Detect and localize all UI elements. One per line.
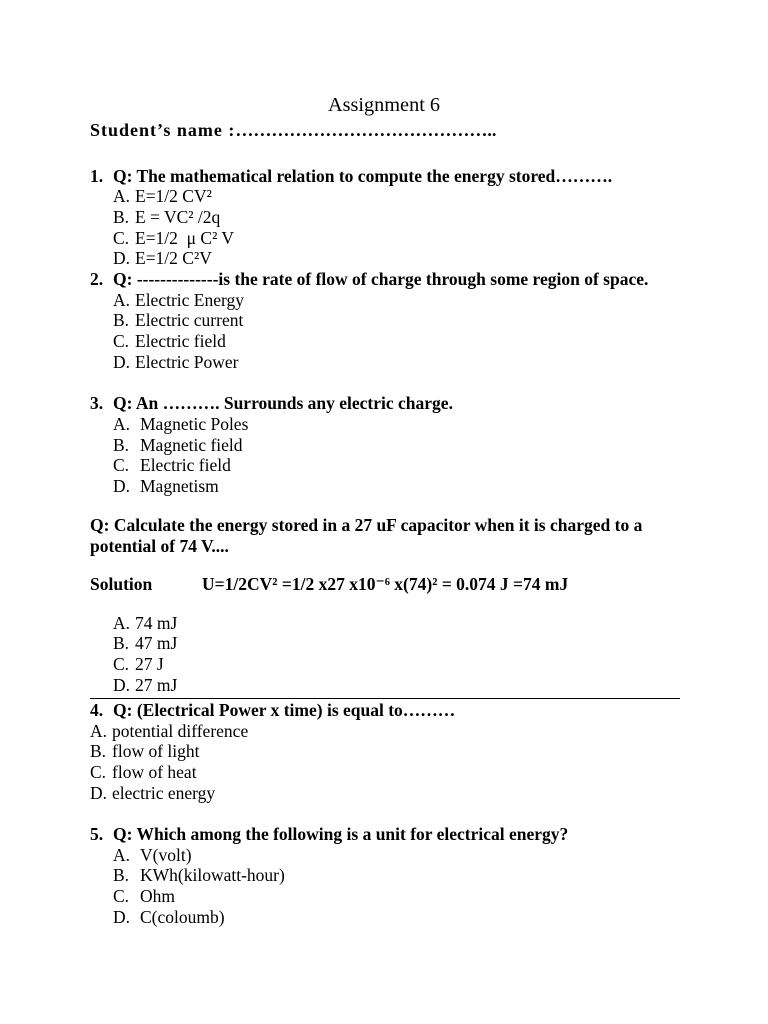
option-b <box>113 207 690 228</box>
question-1-options <box>90 186 690 269</box>
option-b <box>113 310 690 331</box>
student-name-line <box>90 119 496 141</box>
option-c <box>113 455 690 476</box>
option-text: Magnetic field <box>140 434 243 455</box>
option-d <box>113 352 690 373</box>
question-text: Q: --------------is the rate of flow of charge through some region of space. <box>113 269 649 290</box>
option-label: A. <box>90 720 108 741</box>
question-text: Q: (Electrical Power x time) is equal to……… <box>113 699 456 720</box>
option-label: D. <box>113 906 131 927</box>
option-text: flow of light <box>112 741 200 762</box>
option-text: E = VC² /2q <box>135 206 221 227</box>
question-text: Q: An ………. Surrounds any electric charge. <box>113 393 453 414</box>
solution-label: Solution <box>90 573 153 594</box>
option-a <box>113 613 690 634</box>
option-label: C. <box>113 886 130 907</box>
option-a <box>113 414 690 435</box>
option-d <box>113 248 690 269</box>
question-number: 2. <box>90 269 104 290</box>
option-text: Magnetism <box>140 475 219 496</box>
spacer <box>90 594 690 612</box>
option-label: B. <box>113 310 130 331</box>
option-label: D. <box>113 674 131 695</box>
option-label: B. <box>113 206 130 227</box>
option-c <box>113 886 690 907</box>
assignment-title: Assignment 6 <box>327 94 441 116</box>
option-text: 74 mJ <box>135 612 178 633</box>
option-b <box>113 865 690 886</box>
option-text: 27 mJ <box>135 674 178 695</box>
question-5-options <box>90 845 690 928</box>
option-d <box>113 907 690 928</box>
question-3-options <box>90 414 690 497</box>
option-label: D. <box>90 782 108 803</box>
question-4-prompt <box>90 700 690 721</box>
option-label: C. <box>113 227 130 248</box>
option-text: Electric field <box>135 331 226 352</box>
spacer <box>90 556 690 573</box>
spacer <box>90 372 690 393</box>
option-label: C. <box>90 761 107 782</box>
option-text: Electric field <box>140 455 231 476</box>
option-label: B. <box>113 865 130 886</box>
option-d <box>90 783 690 804</box>
question-number: 1. <box>90 165 104 186</box>
option-text: E=1/2 μ C² V <box>135 227 235 248</box>
option-c <box>113 654 690 675</box>
option-label: C. <box>113 455 130 476</box>
question-5-prompt <box>90 824 690 845</box>
option-a <box>113 186 690 207</box>
option-a <box>113 845 690 866</box>
option-label: D. <box>113 248 131 269</box>
option-text: Electric current <box>135 310 244 331</box>
question-text: Q: The mathematical relation to compute the energy stored………. <box>113 165 613 186</box>
question-4-options <box>90 721 690 804</box>
option-label: A. <box>113 413 131 434</box>
option-label: D. <box>113 351 131 372</box>
option-text: 27 J <box>135 653 164 674</box>
option-label: A. <box>113 289 131 310</box>
option-text: flow of heat <box>112 761 197 782</box>
question-number: 4. <box>90 699 104 720</box>
question-2-options <box>90 290 690 373</box>
option-c <box>90 762 690 783</box>
question-text: Q: Which among the following is a unit for electrical energy? <box>113 823 569 844</box>
spacer <box>90 803 690 824</box>
option-label: B. <box>113 434 130 455</box>
solution-formula: U=1/2CV² =1/2 x27 x10⁻⁶ x(74)² = 0.074 J =74 mJ <box>202 573 569 594</box>
option-text: Electric Power <box>135 351 239 372</box>
question-number: 5. <box>90 823 104 844</box>
calculation-options <box>90 613 690 696</box>
option-label: A. <box>113 612 131 633</box>
option-a <box>113 290 690 311</box>
student-name-label: Student’s name : <box>90 120 236 140</box>
option-label: A. <box>113 844 131 865</box>
option-text: Ohm <box>140 886 175 907</box>
option-c <box>113 331 690 352</box>
option-label: A. <box>113 186 131 207</box>
separator-line <box>90 698 680 699</box>
question-list <box>90 166 690 928</box>
option-text: KWh(kilowatt-hour) <box>140 865 285 886</box>
calculation-question-text: Q: Calculate the energy stored in a 27 uF capacitor when it is charged to a potential of 74 V.... <box>90 514 643 556</box>
question-number: 3. <box>90 393 104 414</box>
option-text: Electric Energy <box>135 289 244 310</box>
option-a <box>90 721 690 742</box>
option-b <box>113 633 690 654</box>
option-text: E=1/2 CV² <box>135 186 212 207</box>
option-label: D. <box>113 475 131 496</box>
option-text: electric energy <box>112 782 216 803</box>
option-b <box>113 435 690 456</box>
question-2-prompt <box>90 269 690 290</box>
option-text: C(coloumb) <box>140 906 225 927</box>
question-3-prompt <box>90 393 690 414</box>
option-text: E=1/2 C²V <box>135 248 212 269</box>
option-label: C. <box>113 331 130 352</box>
question-1-prompt <box>90 166 690 187</box>
option-b <box>90 741 690 762</box>
option-d <box>113 675 690 696</box>
option-label: B. <box>90 741 107 762</box>
option-label: C. <box>113 653 130 674</box>
student-name-blank: …………………………………….. <box>235 120 497 140</box>
option-text: potential difference <box>112 720 249 741</box>
option-label: B. <box>113 633 130 654</box>
option-c <box>113 228 690 249</box>
option-text: 47 mJ <box>135 633 178 654</box>
option-text: Magnetic Poles <box>140 413 249 434</box>
spacer <box>90 497 690 515</box>
option-text: V(volt) <box>140 844 192 865</box>
option-d <box>113 476 690 497</box>
solution-row <box>90 574 690 595</box>
